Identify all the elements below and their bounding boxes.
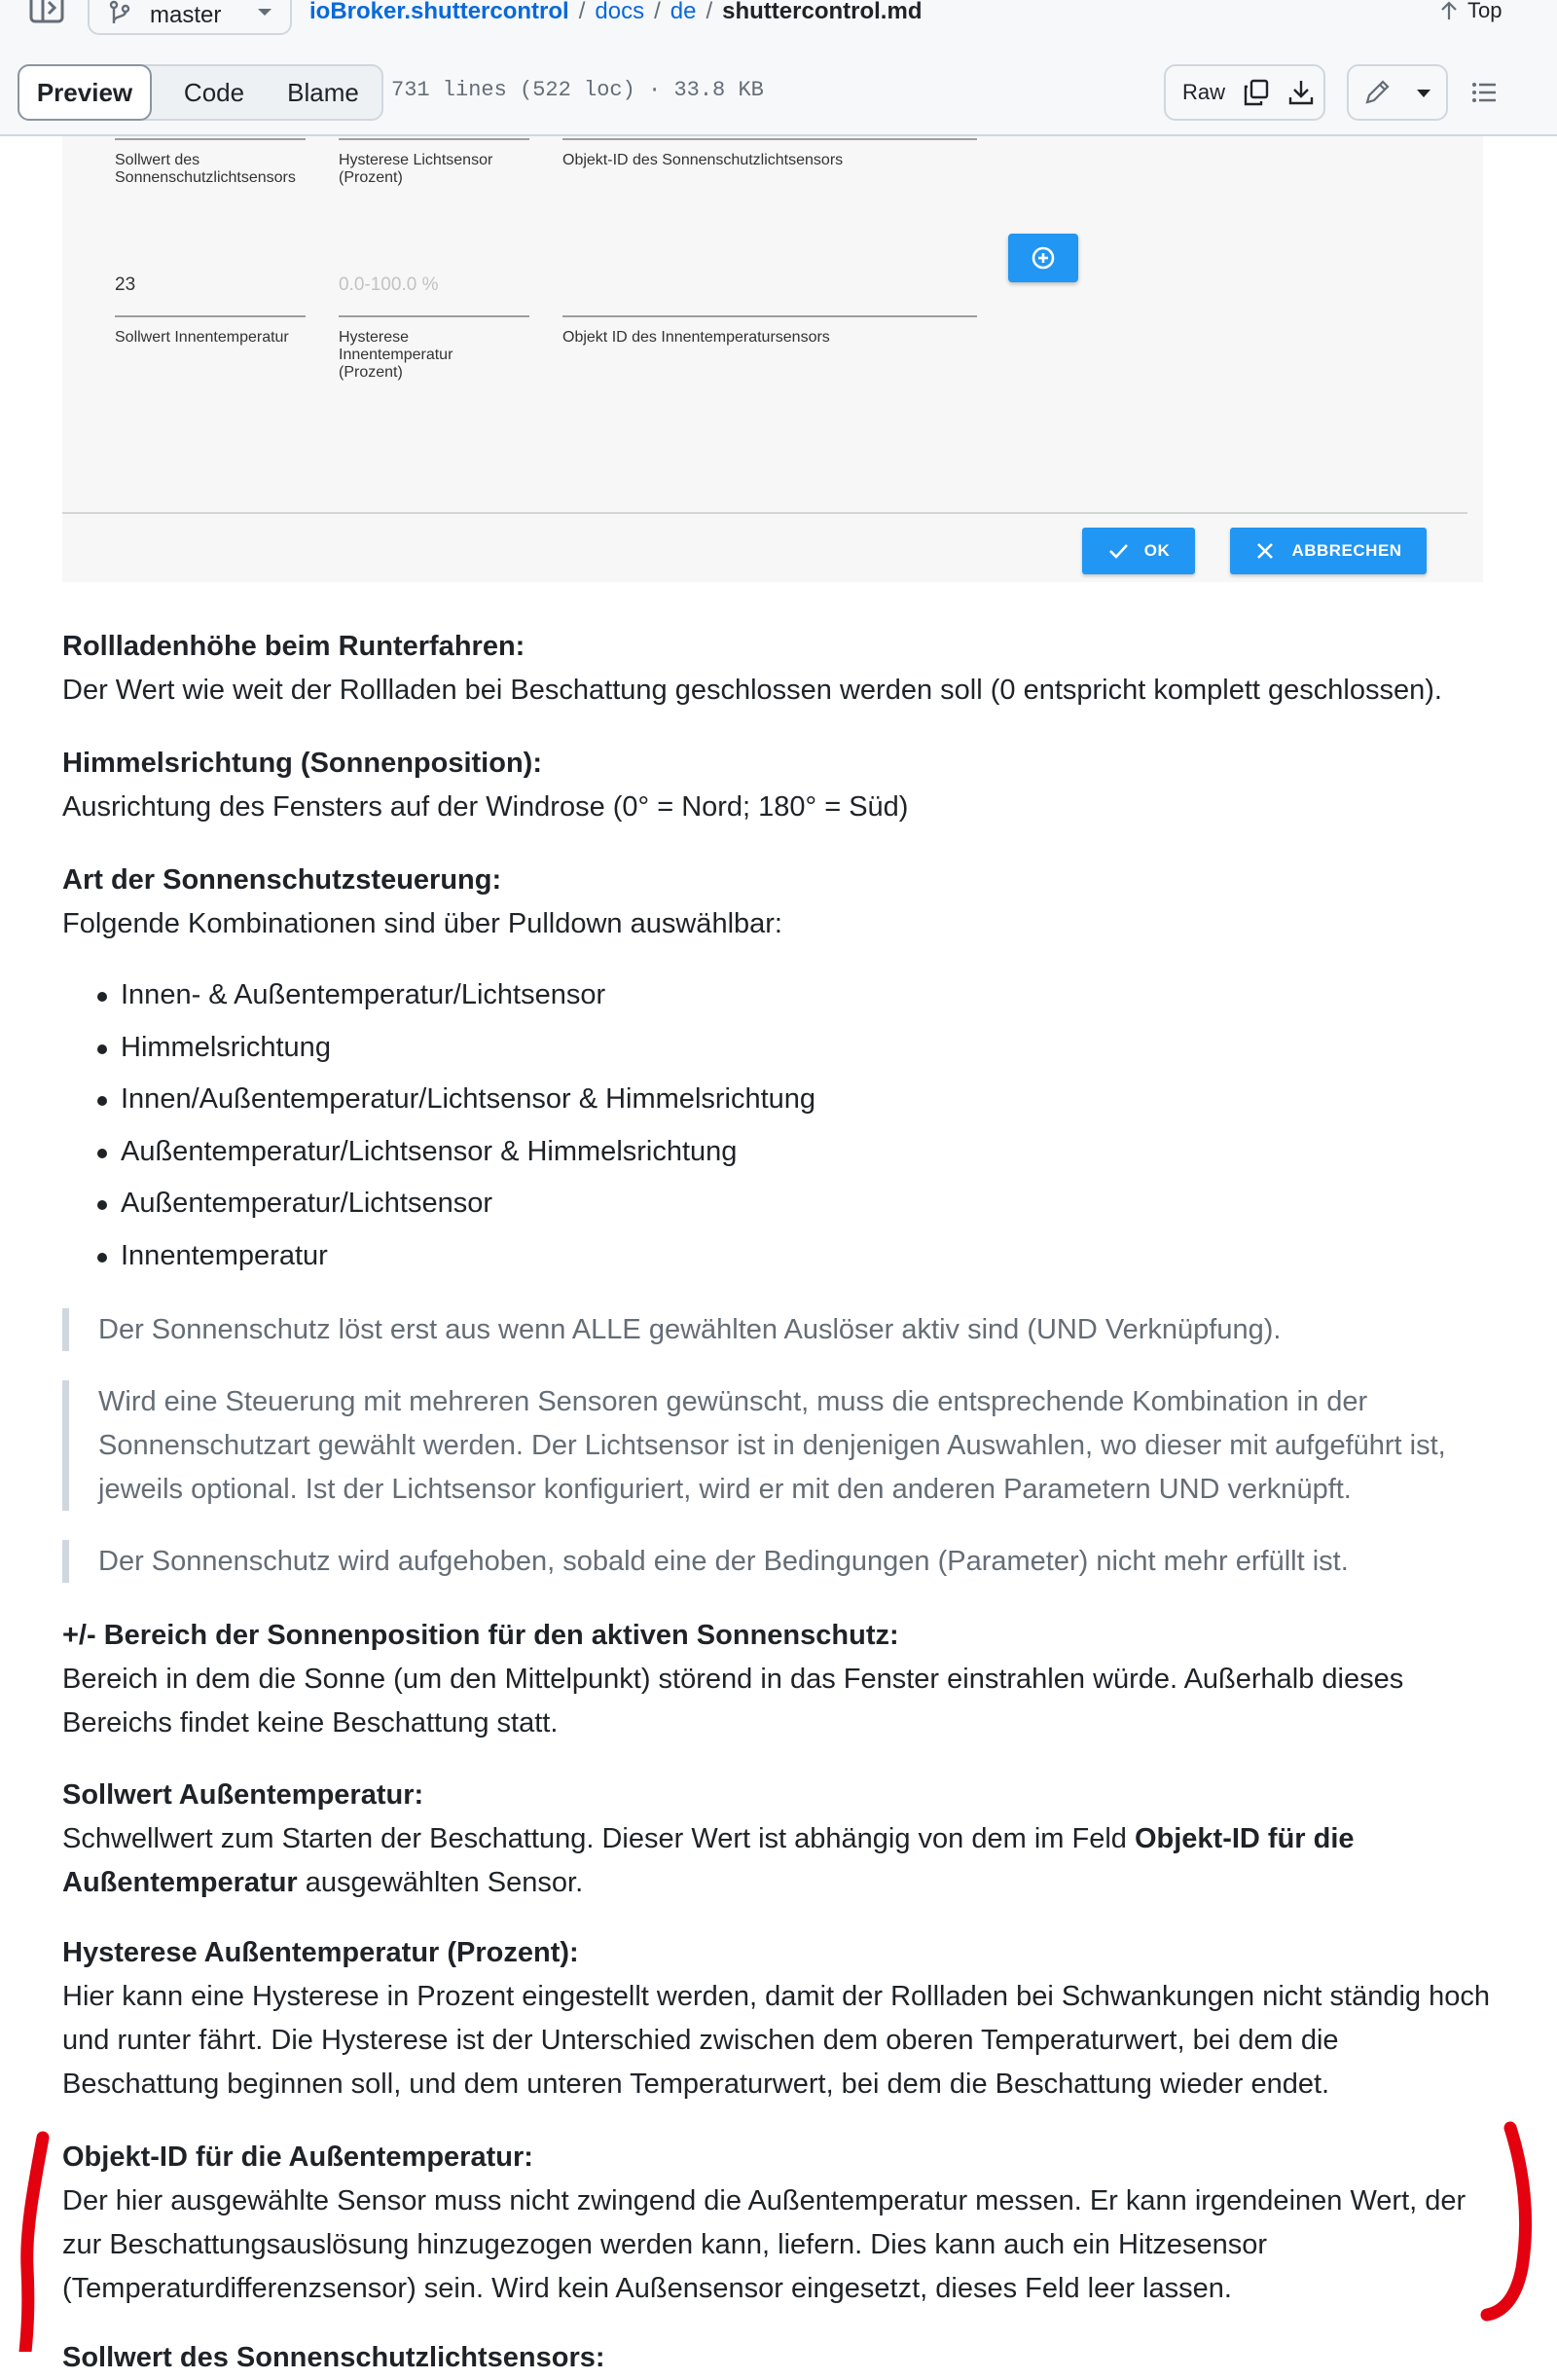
blockquote-text: Der Sonnenschutz löst erst aus wenn ALLE gewählten Auslöser aktiv sind (UND Verknüpfung). [98, 1314, 1282, 1345]
field-underline [115, 315, 306, 317]
section-text-part: ausgewählten Sensor. [297, 1867, 584, 1898]
raw-actions-group [1164, 64, 1325, 121]
section-text [62, 1817, 1503, 1905]
tab-code[interactable]: Code [183, 77, 245, 107]
ok-button[interactable] [1082, 528, 1195, 574]
bullet [97, 1149, 107, 1158]
control-type-options-list [62, 970, 815, 1283]
arrow-up-icon [1438, 0, 1460, 21]
light-sensor-object-id-label: Objekt-ID des Sonnenschutzlichtsensors [562, 152, 844, 168]
bullet [97, 992, 107, 1002]
section-control-type [62, 859, 1503, 946]
section-title: Sollwert Außentemperatur: [62, 1779, 424, 1811]
list-item-text: Außentemperatur/Lichtsensor [121, 1188, 493, 1220]
section-text: Der hier ausgewählte Sensor muss nicht zwingend die Außentemperatur messen. Er kann irgendeinen Wert, der zur Beschattungsauslösung hinzugezogen werden kann, liefern. Dies kann auch ein Hitzesensor (Temperaturdifferenzsensor) sein. Wird kein Außensensor eingesetzt, dieses Feld leer lassen. [62, 2185, 1466, 2304]
file-header [0, 55, 1557, 136]
top-link-label: Top [1467, 0, 1503, 22]
section-text: Bereich in dem die Sonne (um den Mittelpunkt) störend in das Fenster einstrahlen würde. Außerhalb dieses Bereichs findet keine Beschattung statt. [62, 1664, 1404, 1739]
branch-selector[interactable] [88, 0, 292, 35]
pencil-icon[interactable] [1362, 78, 1392, 107]
embedded-dialog-screenshot [62, 136, 1483, 582]
check-icon [1107, 540, 1129, 562]
add-object-button[interactable] [1008, 234, 1078, 282]
section-title: Rollladenhöhe beim Runterfahren: [62, 631, 525, 662]
edit-actions-group [1347, 64, 1448, 121]
close-icon [1254, 540, 1276, 562]
section-shutter-height [62, 625, 1503, 713]
ok-button-label: OK [1143, 541, 1171, 560]
breadcrumb-separator: / [578, 0, 586, 24]
section-title: Himmelsrichtung (Sonnenposition): [62, 748, 542, 779]
section-title: Hysterese Außentemperatur (Prozent): [62, 1937, 579, 1968]
file-info: 731 lines (522 loc) · 33.8 KB [391, 78, 764, 102]
light-sensor-hysteresis-label: Hysterese Lichtsensor (Prozent) [339, 152, 493, 186]
bullet [97, 1253, 107, 1263]
section-text: Ausrichtung des Fensters auf der Windrose (0° = Nord; 180° = Süd) [62, 791, 909, 823]
top-link[interactable] [1438, 0, 1502, 23]
dialog-divider [62, 512, 1467, 514]
field-underline [339, 138, 529, 140]
section-outdoor-temp-object-id [62, 2136, 1503, 2311]
field-underline [562, 138, 977, 140]
cancel-button[interactable] [1230, 528, 1427, 574]
cancel-button-label: ABBRECHEN [1291, 541, 1402, 560]
breadcrumb [309, 0, 922, 25]
section-title: Objekt-ID für die Außentemperatur: [62, 2142, 533, 2173]
section-text: Der Wert wie weit der Rollladen bei Beschattung geschlossen werden soll (0 entspricht komplett geschlossen). [62, 675, 1442, 706]
section-text-part: Schwellwert zum Starten der Beschattung. Dieser Wert ist abhängig von dem im Feld [62, 1823, 1135, 1854]
section-light-sensor-setpoint [62, 2336, 1503, 2380]
blockquote-text: Der Sonnenschutz wird aufgehoben, sobald eine der Bedingungen (Parameter) nicht mehr erfüllt ist. [98, 1546, 1349, 1577]
light-sensor-setpoint-label: Sollwert des Sonnenschutzlichtsensors [115, 152, 296, 186]
indoor-temp-setpoint-label: Sollwert Innentemperatur [115, 329, 289, 346]
list-item [62, 1022, 815, 1075]
list-item [62, 1178, 815, 1230]
indoor-hysteresis-input[interactable]: 0.0-100.0 % [339, 275, 439, 295]
indoor-sensor-object-id-label: Objekt ID des Innentemperatursensors [562, 329, 830, 346]
outline-list-icon[interactable] [1469, 78, 1499, 107]
view-mode-switcher [18, 64, 383, 121]
red-bracket-left [25, 2138, 43, 2352]
tab-preview[interactable]: Preview [18, 64, 152, 121]
breadcrumb-file-name: shuttercontrol.md [722, 0, 923, 24]
copy-icon[interactable] [1242, 78, 1271, 107]
breadcrumb-de-link[interactable]: de [670, 0, 697, 24]
tab-blame[interactable]: Blame [287, 77, 359, 107]
chevron-down-icon [255, 6, 274, 19]
list-item-text: Himmelsrichtung [121, 1031, 331, 1063]
raw-button[interactable]: Raw [1181, 80, 1225, 104]
field-underline [115, 138, 306, 140]
blockquote [62, 1540, 1464, 1583]
breadcrumb-separator: / [654, 0, 661, 24]
indoor-hysteresis-label: Hysterese Innentemperatur (Prozent) [339, 329, 453, 381]
section-text: Hier kann eine Hysterese in Prozent eingestellt werden, damit der Rollladen bei Schwankungen nicht ständig hoch und runter fährt. Die Hysterese ist der Unterschied zwischen dem oberen Temperaturwert, bei dem die Beschattung beginnen soll, und dem unteren Temperaturwert, bei dem die Beschattung wieder endet. [62, 1981, 1490, 2100]
section-title: +/- Bereich der Sonnenposition für den aktiven Sonnenschutz: [62, 1620, 899, 1651]
breadcrumb-docs-link[interactable]: docs [595, 0, 645, 24]
list-item [62, 1126, 815, 1179]
field-underline [339, 315, 529, 317]
section-outdoor-hysteresis [62, 1931, 1503, 2106]
bullet [97, 1044, 107, 1054]
list-item [62, 1230, 815, 1283]
section-title: Art der Sonnenschutzsteuerung: [62, 864, 502, 896]
breadcrumb-separator: / [706, 0, 713, 24]
list-item [62, 970, 815, 1022]
list-item-text: Innentemperatur [121, 1239, 328, 1271]
list-item-text: Außentemperatur/Lichtsensor & Himmelsrichtung [121, 1135, 738, 1167]
blockquote [62, 1380, 1464, 1511]
section-text: Folgende Kombinationen sind über Pulldown auswählbar: [62, 908, 782, 939]
breadcrumb-repo-link[interactable]: ioBroker.shuttercontrol [309, 0, 569, 24]
side-panel-icon[interactable] [27, 0, 66, 25]
download-icon[interactable] [1286, 78, 1316, 107]
blockquote [62, 1308, 1464, 1351]
field-underline [562, 315, 977, 317]
branch-icon [107, 0, 132, 25]
list-item [62, 1074, 815, 1126]
repo-nav-bar [0, 0, 1557, 55]
section-text-bold: Objekt-ID für die Außentemperatur [62, 1823, 1355, 1898]
plus-circle-icon [1031, 245, 1056, 271]
bullet [97, 1200, 107, 1210]
blockquote-text: Wird eine Steuerung mit mehreren Sensoren gewünscht, muss die entsprechende Kombination in der Sonnenschutzart gewählt werden. Der Lichtsensor ist in denjenigen Auswahlen, wo dieser mit aufgeführt ist, jeweils optional. Ist der Lichtsensor konfiguriert, wird er mit den anderen Parametern UND verknüpft. [98, 1386, 1446, 1505]
section-compass-direction [62, 742, 1503, 829]
chevron-down-icon[interactable] [1415, 88, 1432, 99]
bullet [97, 1096, 107, 1106]
list-item-text: Innen- & Außentemperatur/Lichtsensor [121, 979, 606, 1010]
section-title: Sollwert des Sonnenschutzlichtsensors: [62, 2342, 605, 2373]
section-sun-position-range [62, 1614, 1503, 1745]
indoor-temp-setpoint-input[interactable]: 23 [115, 275, 136, 295]
section-outdoor-temp-setpoint [62, 1774, 1503, 1905]
branch-name: master [150, 2, 222, 28]
list-item-text: Innen/Außentemperatur/Lichtsensor & Himmelsrichtung [121, 1083, 816, 1116]
